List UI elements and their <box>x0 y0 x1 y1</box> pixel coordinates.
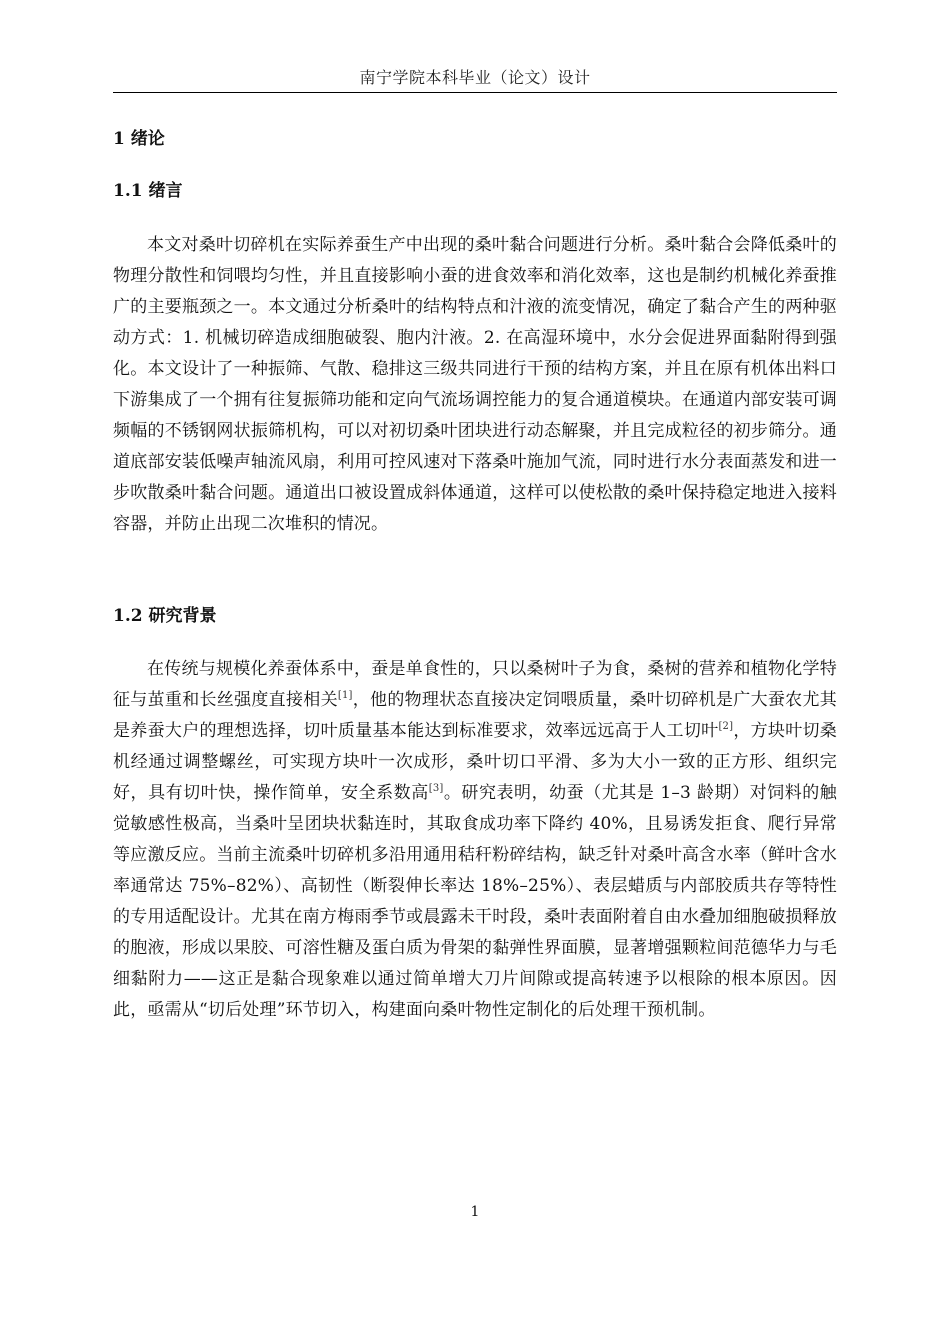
chapter-heading: 1 绪论 <box>113 129 165 149</box>
running-header: 南宁学院本科毕业（论文）设计 <box>359 68 591 87</box>
citation-mark: [1] <box>337 690 353 701</box>
background-text-segment: 在传统与规模化养蚕体系中，蚕是单食性的，只以桑树叶子为食，桑树的营养和植物化学特征与茧重和长丝强度直接相关 <box>113 659 837 710</box>
introduction-paragraph: 本文对桑叶切碎机在实际养蚕生产中出现的桑叶黏合问题进行分析。桑叶黏合会降低桑叶的物理分散性和饲喂均匀性，并且直接影响小蚕的进食效率和消化效率，这也是制约机械化养蚕推广的主要瓶颈之一。本文通过分析桑叶的结构特点和汁液的流变情况，确定了黏合产生的两种驱动方式：1. 机械切碎造成细胞破裂、胞内汁液。2. 在高湿环境中，水分会促进界面黏附得到强化。本文设计了一种振筛、气散、稳排这三级共同进行干预的结构方案，并且在原有机体出料口下游集成了一个拥有往复振筛功能和定向气流场调控能力的复合通道模块。在通道内部安装可调频幅的不锈钢网状振筛机构，可以对初切桑叶团块进行动态解聚，并且完成粒径的初步筛分。通道底部安装低噪声轴流风扇，利用可控风速对下落桑叶施加气流，同时进行水分表面蒸发和进一步吹散桑叶黏合问题。通道出口被设置成斜体通道，这样可以使松散的桑叶保持稳定地进入接料容器，并防止出现二次堆积的情况。 <box>113 235 837 534</box>
section-heading-background: 1.2 研究背景 <box>113 606 217 626</box>
citation-mark: [3] <box>428 783 444 794</box>
citation-mark: [2] <box>718 721 734 732</box>
page-number: 1 <box>470 1204 480 1220</box>
background-text-segment: ，方块叶切桑机经通过调整螺丝，可实现方块叶一次成形，桑叶切口平滑、多为大小一致的正方形、组织完好，具有切叶快，操作简单，安全系数高 <box>113 721 838 803</box>
background-text-segment: ，他的物理状态直接决定饲喂质量，桑叶切碎机是广大蚕农尤其是养蚕大户的理想选择，切叶质量基本能达到标准要求，效率远远高于人工切叶 <box>113 690 837 741</box>
header-rule <box>113 92 837 93</box>
background-paragraph <box>113 654 837 1026</box>
background-text-segment: 。研究表明，幼蚕（尤其是 1–3 龄期）对饲料的触觉敏感性极高，当桑叶呈团块状黏连时，其取食成功率下降约 40%，且易诱发拒食、爬行异常等应激反应。当前主流桑叶切碎机多沿用通用秸秆粉碎结构，缺乏针对桑叶高含水率（鲜叶含水率通常达 75%–82%）、高韧性（断裂伸长率达 18%–25%）、表层蜡质与内部胶质共存等特性的专用适配设计。尤其在南方梅雨季节或晨露未干时段，桑叶表面附着自由水叠加细胞破损释放的胞液，形成以果胶、可溶性糖及蛋白质为骨架的黏弹性界面膜，显著增强颗粒间范德华力与毛细黏附力——这正是黏合现象难以通过简单增大刀片间隙或提高转速予以根除的根本原因。因此，亟需从“切后处理”环节切入，构建面向桑叶物性定制化的后处理干预机制。 <box>113 783 837 1020</box>
section-heading-introduction: 1.1 绪言 <box>113 181 183 201</box>
